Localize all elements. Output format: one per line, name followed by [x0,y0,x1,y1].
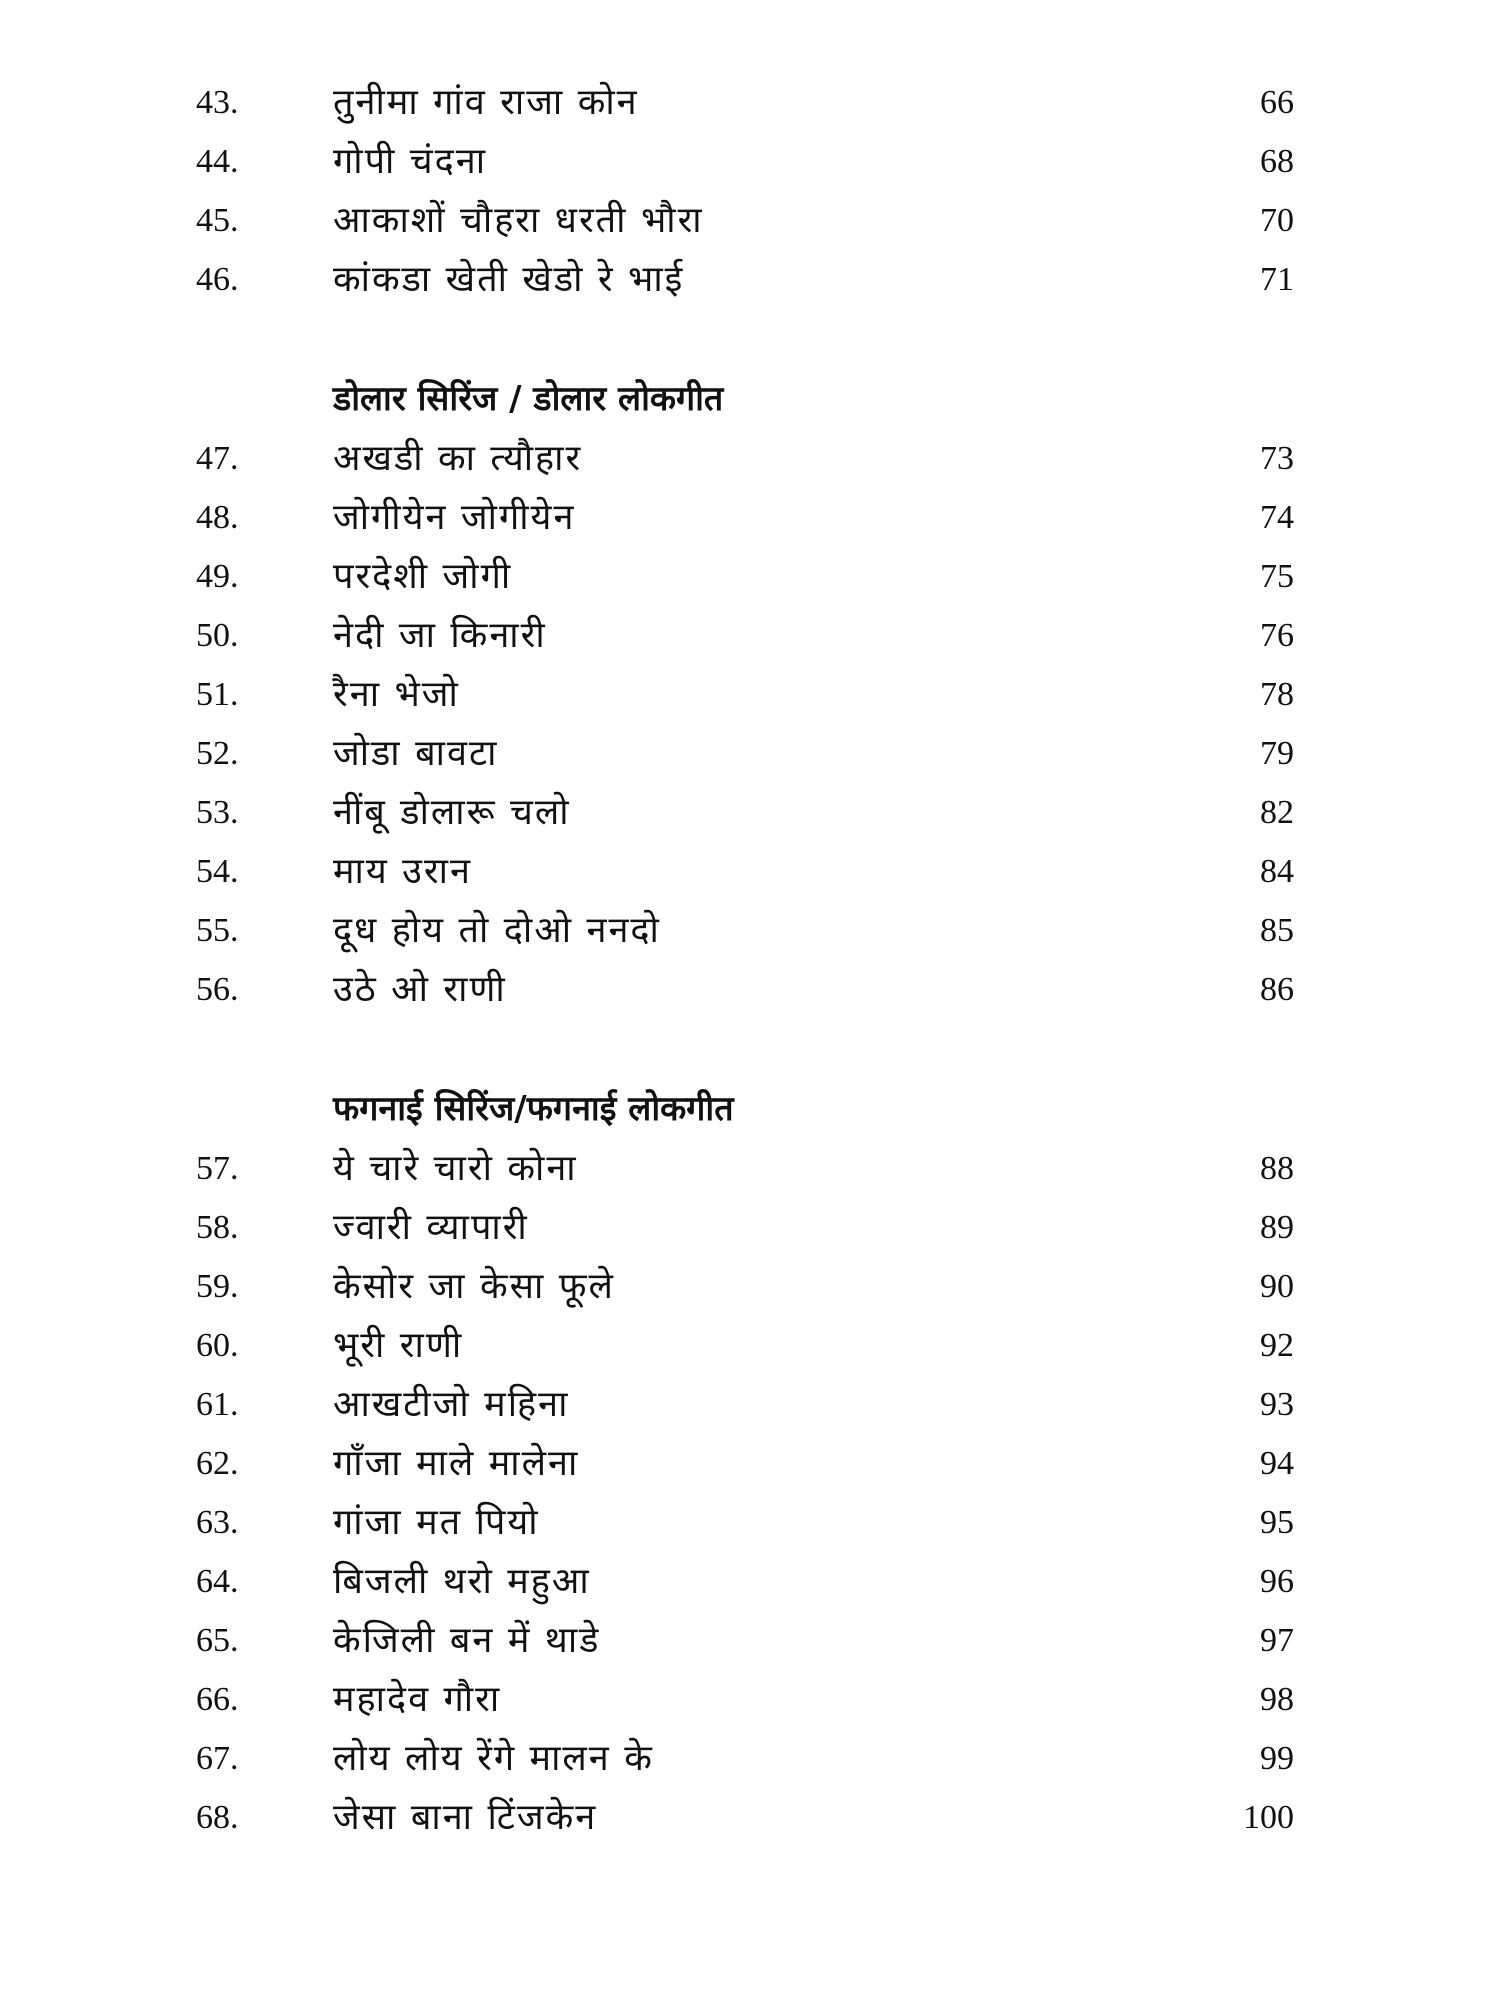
entry-page-number: 93 [1260,1386,1294,1423]
entry-title: परदेशी जोगी [333,556,513,597]
entry-number: 49. [196,558,239,595]
entry-number: 60. [196,1327,239,1364]
toc-entry [0,1788,1500,1847]
entry-number: 43. [196,84,239,121]
toc-entry [0,1729,1500,1788]
entry-number: 66. [196,1681,239,1718]
entry-number: 59. [196,1268,239,1305]
entry-page-number: 82 [1260,794,1294,831]
entry-number: 44. [196,143,239,180]
entry-title: ये चारे चारो कोना [333,1148,578,1189]
entry-page-number: 97 [1260,1622,1294,1659]
entry-page-number: 76 [1260,617,1294,654]
entry-number: 55. [196,912,239,949]
toc-entry [0,1316,1500,1375]
entry-title: जोगीयेन जोगीयेन [333,497,576,538]
toc-entry [0,250,1500,309]
entry-title: तुनीमा गांव राजा कोन [333,82,639,123]
entry-page-number: 90 [1260,1268,1294,1305]
entry-page-number: 95 [1260,1504,1294,1541]
entry-number: 54. [196,853,239,890]
entry-title: केजिली बन में थाडे [333,1620,601,1661]
entry-page-number: 71 [1260,261,1294,298]
entry-page-number: 78 [1260,676,1294,713]
entry-title: जोडा बावटा [333,733,499,774]
entry-number: 52. [196,735,239,772]
entry-page-number: 92 [1260,1327,1294,1364]
toc-entry [0,488,1500,547]
toc-entry [0,901,1500,960]
entry-title: आकाशों चौहरा धरती भौरा [333,200,704,241]
entry-page-number: 74 [1260,499,1294,536]
entry-title: केसोर जा केसा फूले [333,1266,615,1307]
entry-page-number: 99 [1260,1740,1294,1777]
entry-page-number: 73 [1260,440,1294,477]
entry-title: दूध होय तो दोओ ननदो [333,910,661,951]
entry-page-number: 68 [1260,143,1294,180]
toc-entry [0,1552,1500,1611]
toc-entry [0,1257,1500,1316]
entry-number: 56. [196,971,239,1008]
entry-number: 48. [196,499,239,536]
toc-entry [0,1375,1500,1434]
toc-entry [0,1434,1500,1493]
entry-title: ज्वारी व्यापारी [333,1207,529,1248]
entry-page-number: 70 [1260,202,1294,239]
entry-title: रैना भेजो [333,674,460,715]
entry-page-number: 98 [1260,1681,1294,1718]
entry-title: नींबू डोलारू चलो [333,792,571,833]
entry-title: भूरी राणी [333,1325,464,1366]
entry-number: 63. [196,1504,239,1541]
entry-number: 53. [196,794,239,831]
entry-number: 47. [196,440,239,477]
toc-entry [0,783,1500,842]
toc-entry [0,1198,1500,1257]
entry-number: 68. [196,1799,239,1836]
entry-title: बिजली थरो महुआ [333,1561,591,1602]
entry-page-number: 75 [1260,558,1294,595]
entry-page-number: 89 [1260,1209,1294,1246]
toc-entry [0,1139,1500,1198]
toc-entry [0,1493,1500,1552]
entry-number: 62. [196,1445,239,1482]
toc-entry [0,724,1500,783]
entry-page-number: 94 [1260,1445,1294,1482]
entry-number: 51. [196,676,239,713]
entry-number: 61. [196,1386,239,1423]
entry-page-number: 84 [1260,853,1294,890]
entry-title: महादेव गौरा [333,1679,502,1720]
entry-title: कांकडा खेती खेडो रे भाई [333,259,685,300]
toc-entry [0,1670,1500,1729]
entry-number: 46. [196,261,239,298]
entry-title: जेसा बाना टिंजकेन [333,1797,598,1838]
entry-page-number: 79 [1260,735,1294,772]
entry-page-number: 100 [1243,1799,1294,1836]
toc-entry [0,547,1500,606]
toc-entry [0,1611,1500,1670]
entry-number: 65. [196,1622,239,1659]
toc-entry [0,132,1500,191]
toc-entry [0,606,1500,665]
entry-title: अखडी का त्यौहार [333,438,583,479]
entry-title: माय उरान [333,851,472,892]
entry-page-number: 85 [1260,912,1294,949]
entry-number: 50. [196,617,239,654]
toc-entry [0,191,1500,250]
toc-entry [0,73,1500,132]
entry-number: 58. [196,1209,239,1246]
entry-title: गोपी चंदना [333,141,488,182]
entry-number: 57. [196,1150,239,1187]
entry-number: 67. [196,1740,239,1777]
entry-page-number: 96 [1260,1563,1294,1600]
toc-entry [0,842,1500,901]
entry-number: 45. [196,202,239,239]
section-heading-fagnai: फगनाई सिरिंज/फगनाई लोकगीत [333,1089,734,1129]
section-heading-dolar: डोलार सिरिंज / डोलार लोकगीत [333,379,724,419]
entry-title: नेदी जा किनारी [333,615,547,656]
entry-title: गांजा मत पियो [333,1502,540,1543]
toc-entry [0,665,1500,724]
entry-page-number: 88 [1260,1150,1294,1187]
entry-title: उठे ओ राणी [333,969,507,1010]
entry-number: 64. [196,1563,239,1600]
entry-page-number: 86 [1260,971,1294,1008]
toc-entry [0,429,1500,488]
toc-entry [0,960,1500,1019]
entry-title: लोय लोय रेंगे मालन के [333,1738,654,1779]
entry-title: गाँजा माले मालेना [333,1443,580,1484]
entry-page-number: 66 [1260,84,1294,121]
entry-title: आखटीजो महिना [333,1384,570,1425]
